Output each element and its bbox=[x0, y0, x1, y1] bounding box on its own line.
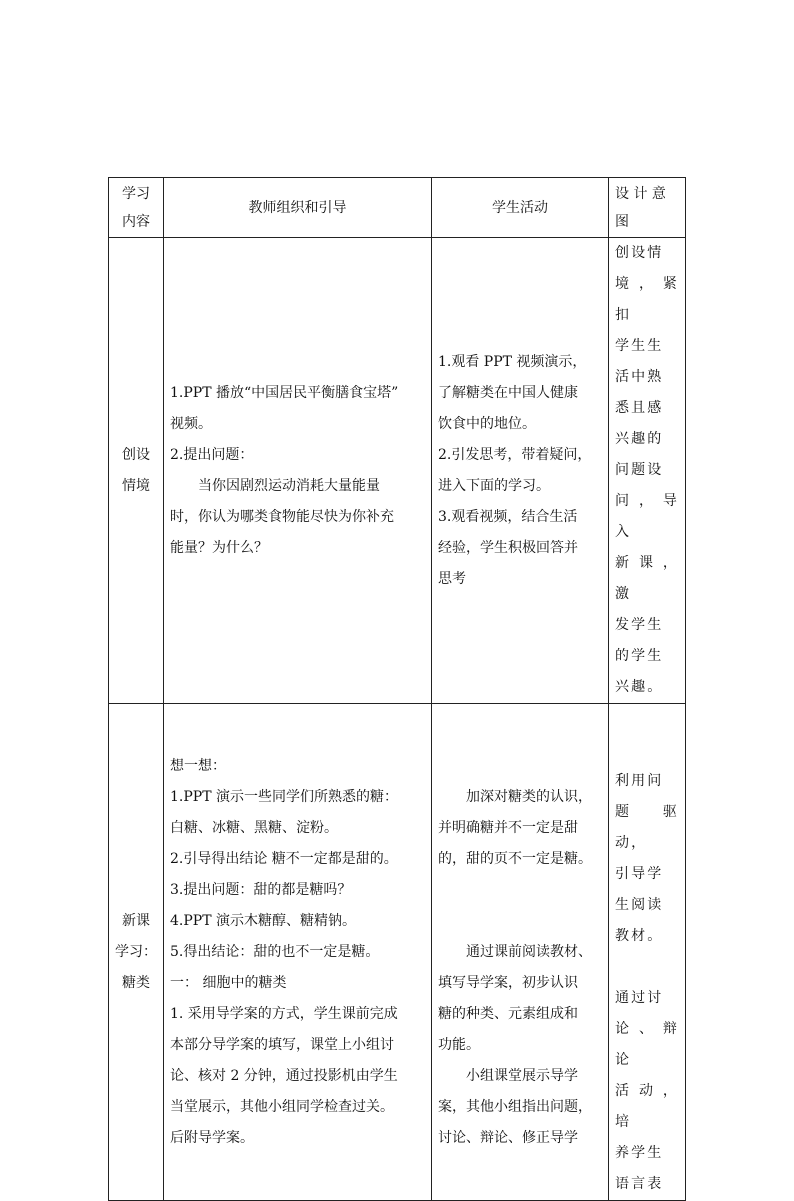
row-create-situation bbox=[109, 238, 686, 704]
section-label: 新课 学习： 糖类 bbox=[109, 704, 164, 1201]
header-student: 学生活动 bbox=[432, 178, 609, 238]
teacher-cell: 1.PPT 播放“中国居民平衡膳食宝塔” 视频。 2.提出问题： 当你因剧烈运动消耗大量能量 时，你认为哪类食物能尽快为你补充 能量？为什么？ bbox=[164, 238, 432, 704]
student-cell: 1.观看 PPT 视频演示， 了解糖类在中国人健康 饮食中的地位。 2.引发思考，带着疑问， 进入下面的学习。 3.观看视频，结合生活 经验，学生积极回答并 思考 bbox=[432, 238, 609, 704]
design-cell: 利用问 题驱动， 引导学 生阅读 教材。 通过讨 论、辩论 活动，培 养学生 语言表 bbox=[609, 704, 686, 1201]
section-label: 创设 情境 bbox=[109, 238, 164, 704]
header-design: 设 计 意 图 bbox=[609, 178, 686, 238]
header-content: 学习 内容 bbox=[109, 178, 164, 238]
header-teacher: 教师组织和引导 bbox=[164, 178, 432, 238]
student-cell: 加深对糖类的认识， 并明确糖并不一定是甜 的，甜的页不一定是糖。 通过课前阅读教材、 填写导学案，初步认识 糖的种类、元素组成和 功能。 小组课堂展示导学 案，其他小组指出问题， 讨论、辩论、修正导学 bbox=[432, 704, 609, 1201]
teacher-cell: 想一想： 1.PPT 演示一些同学们所熟悉的糖： 白糖、冰糖、黑糖、淀粉。 2.引导得出结论 糖不一定都是甜的。 3.提出问题：甜的都是糖吗？ 4.PPT 演示木糖醇、糖精钠。 5.得出结论：甜的也不一定是糖。 一： 细胞中的糖类 1. 采用导学案的方式，学生课前完成 本部分导学案的填写，课堂上小组讨 论、核对 2 分钟，通过投影机由学生 当堂展示，其他小组同学检查过关。 后附导学案。 bbox=[164, 704, 432, 1201]
header-row bbox=[109, 178, 686, 238]
lesson-plan-table bbox=[108, 177, 686, 1201]
row-new-lesson bbox=[109, 704, 686, 1201]
design-cell: 创设情 境，紧扣 学生生 活中熟 悉且感 兴趣的 问题设 问，导入 新课，激 发学生 的学生 兴趣。 bbox=[609, 238, 686, 704]
